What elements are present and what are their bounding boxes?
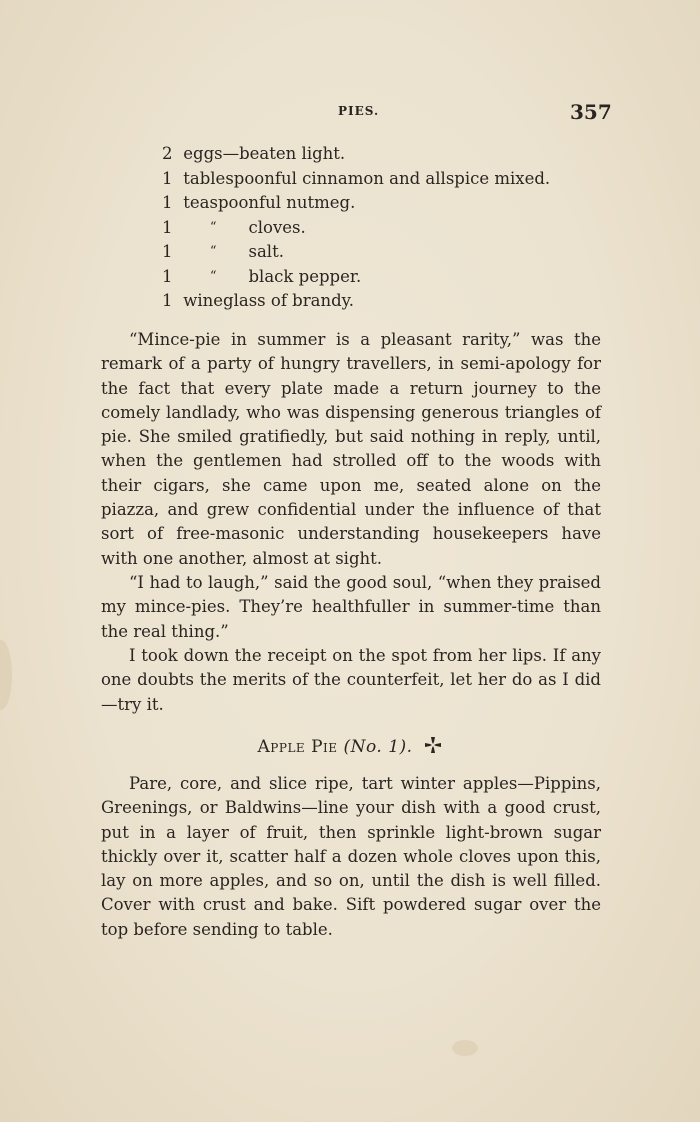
ingredient-text: wineglass of brandy. (183, 291, 355, 310)
ingredient-quantity: 1 (162, 168, 173, 188)
ingredient-quantity: 1 (162, 291, 173, 310)
recipe-title: Apple Pie (257, 737, 338, 757)
page-number: 357 (570, 100, 612, 124)
ditto-mark: “ (209, 268, 217, 284)
ingredient-line (162, 289, 582, 314)
ingredient-quantity: 2 (162, 144, 173, 163)
recipe-heading (0, 736, 700, 759)
ingredient-list (162, 142, 582, 314)
recipe-number: (No. 1). (343, 737, 413, 757)
running-head (0, 100, 700, 128)
paper-stain (452, 1040, 478, 1056)
ditto-mark: “ (209, 244, 217, 259)
paragraph-apple-pie-directions: Pare, core, and slice ripe, tart winter apples—Pippins, Greenings, or Baldwins—line your dish with a good crust, put in a layer of fruit, then sprinkle light-brown sugar thickly over it, scatter half a dozen whole cloves upon this, lay on more apples, and so on, until the dish is well filled. Cover with crust and bake. Sift powdered sugar over the top before sending to table. (101, 774, 601, 939)
ingredient-line (162, 265, 582, 290)
ingredient-text: teaspoonful nutmeg. (183, 193, 356, 212)
running-title: PIES. (338, 104, 380, 118)
ingredient-line (162, 216, 582, 241)
paper-stain (0, 640, 12, 710)
ditto-mark: “ (209, 219, 217, 235)
ingredient-line (162, 142, 582, 167)
ingredient-line (162, 167, 582, 192)
paragraph-receipt-note: I took down the receipt on the spot from her lips. If any one doubts the merits of the counterfeit, let her do as I did—try it. (101, 646, 601, 714)
ingredient-text: cloves. (248, 217, 306, 237)
maltese-cross-icon (424, 736, 442, 759)
ingredient-line (162, 191, 582, 216)
ingredient-text: eggs—beaten light. (183, 144, 346, 163)
paragraph-mince-pie-anecdote: “Mince-pie in summer is a pleasant rarity,” was the remark of a party of hungry travellers, in semi-apology for the fact that every plate made a return journey to the comely landlady, who was dispensing generous triangles of pie. She smiled gratifiedly, but said nothing in reply, until, when the gentlemen had strolled off to the woods with their cigars, she came upon me, seated alone on the piazza, and grew confidential under the influence of that sort of free-masonic understanding housekeepers have with one another, almost at sight. (101, 330, 601, 568)
ingredient-quantity: 1 (162, 217, 173, 237)
ingredient-text: tablespoonful cinnamon and allspice mixed. (183, 168, 551, 188)
ingredient-text: black pepper. (248, 266, 362, 286)
ingredient-text: salt. (248, 242, 284, 261)
ingredient-quantity: 1 (162, 242, 173, 261)
ingredient-quantity: 1 (162, 266, 173, 286)
paragraph-landlady-quote: “I had to laugh,” said the good soul, “when they praised my mince-pies. They’re healthfuller in summer-time than the real thing.” (101, 573, 601, 641)
ingredient-line (162, 240, 582, 265)
ingredient-quantity: 1 (162, 193, 173, 212)
